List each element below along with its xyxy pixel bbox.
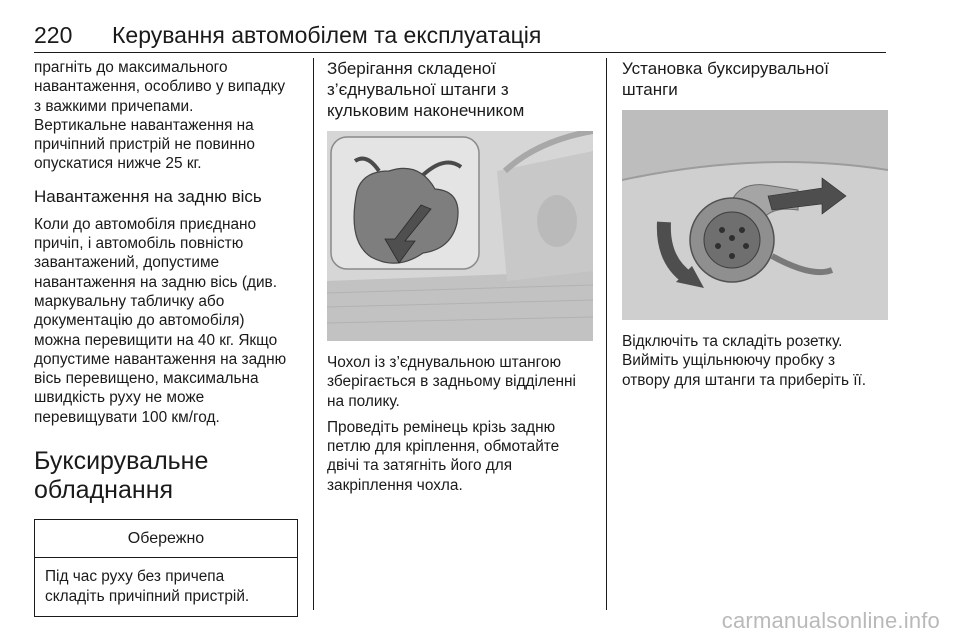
rear-axle-paragraph: Коли до автомобіля приєднано причіп, і автомобіль повністю завантажений, допустиме навантаження на задню вісь (див. маркувальну табличку або документацію до автомобіля) можна перевищити на 40 кг. Якщо допустиме навантаження на задню вісь перевищено, максимальна швидкість руху не може перевищувати 100 км/год. (34, 215, 287, 426)
page-number: 220 (34, 22, 73, 48)
column-divider (606, 58, 607, 610)
watermark: carmanualsonline.info (721, 608, 940, 633)
storage-paragraph-1: Чохол із з’єднувальною штангою зберігається в задньому відділенні на полику. (327, 354, 576, 410)
caution-title: Обережно (35, 520, 297, 558)
tow-socket-photo (622, 110, 888, 320)
column-3 (622, 58, 888, 397)
storage-paragraph-2: Проведіть ремінець крізь задню петлю для кріплення, обмотайте двічі та затягніть його для закріплення чохла. (327, 418, 560, 494)
intro-paragraph: прагніть до максимального навантаження, особливо у випадку з важкими причепами. Вертикальне навантаження на причіпний пристрій не повинно опускатися нижче 25 кг. (34, 59, 286, 173)
caution-box (34, 519, 298, 617)
install-heading: Установка буксирувальної штанги (622, 59, 829, 99)
page-header (34, 18, 886, 53)
storage-heading: Зберігання складеної з’єднувальної штанги з кульковим наконечником (327, 59, 525, 120)
rear-axle-heading: Навантаження на задню вісь (34, 186, 262, 206)
column-1 (34, 58, 300, 617)
page-title: Керування автомобілем та експлуатація (112, 22, 542, 48)
trunk-storage-photo (327, 131, 593, 341)
column-divider (313, 58, 314, 610)
caution-text: Під час руху без причепа складіть причіпний пристрій. (45, 568, 250, 605)
install-paragraph: Відключіть та складіть розетку. Вийміть ущільнюючу пробку з отвору для штанги та приберіть її. (622, 333, 867, 389)
column-2 (327, 58, 593, 502)
towing-equipment-heading: Буксирувальне обладнання (34, 447, 209, 505)
